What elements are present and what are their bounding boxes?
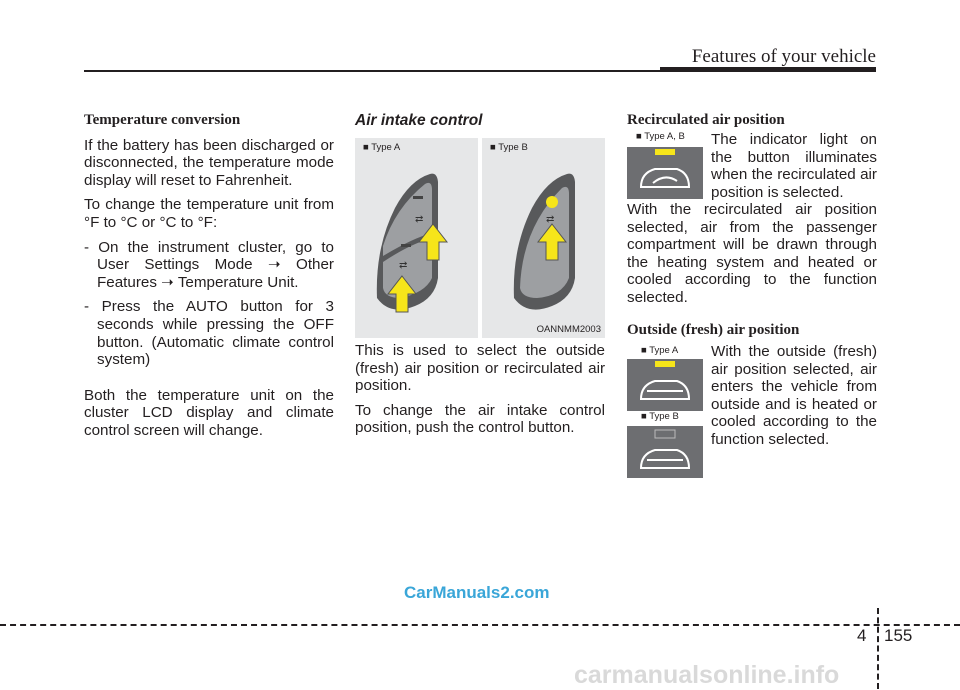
column-temperature (84, 112, 334, 447)
watermark-footer: carmanualsonline.info (574, 661, 840, 689)
fresh-heading: Outside (fresh) air position (627, 322, 800, 338)
fresh-button-icon-type-a (627, 359, 703, 411)
header-rule-thick (660, 67, 876, 72)
temperature-p3: Both the temperature unit on the cluster LCD display and climate control screen will change. (84, 386, 334, 439)
figure-panel-type-b (482, 138, 605, 338)
recirculated-body: With the recirculated air position selected, air from the passenger compartment will be drawn through the heating system and heated or cooled according to the function selected. (627, 201, 877, 306)
temperature-item2: - Press the AUTO button for 3 seconds while pressing the OFF button. (Automatic climate control system) (84, 298, 334, 369)
recirculated-heading: Recirculated air position (627, 112, 785, 128)
footer-vertical-rule (877, 608, 879, 689)
air-intake-p1: This is used to select the outside (fresh) air position or recirculated air position. (355, 342, 605, 395)
svg-text:⇄: ⇄ (399, 260, 408, 271)
recirculated-indicator-text: The indicator light on the button illuminates when the recirculated air position is selected. (711, 131, 877, 201)
air-intake-figure (355, 138, 605, 338)
air-intake-heading: Air intake control (355, 112, 483, 129)
control-button-type-b-illustration (482, 138, 605, 338)
air-intake-p2: To change the air intake control position, push the control button. (355, 401, 605, 437)
type-a-label: ■ Type A (641, 345, 679, 356)
header-title: Features of your vehicle (691, 46, 876, 67)
air-intake-body (355, 342, 605, 444)
page-number: 155 (884, 626, 913, 645)
watermark-link[interactable]: CarManuals2.com (404, 583, 550, 602)
page-section: 4 (857, 626, 867, 645)
temperature-item1: - On the instrument cluster, go to User Settings Mode ➝ Other Features ➝ Temperature Unit. (84, 238, 334, 291)
temperature-p1: If the battery has been discharged or disconnected, the temperature mode display will reset to Fahrenheit. (84, 136, 334, 189)
control-button-type-a-illustration (355, 138, 478, 338)
footer-dashed-rule (0, 624, 960, 626)
svg-text:⇄: ⇄ (546, 214, 555, 225)
fresh-air-car-icon (627, 359, 703, 411)
recirculated-button-icon (627, 147, 703, 199)
temperature-heading: Temperature conversion (84, 112, 241, 128)
figure-label-type-a: ■ Type A (363, 142, 401, 153)
recirculate-car-icon (627, 147, 703, 199)
fresh-air-car-icon-b (627, 426, 703, 478)
figure-label-type-b: ■ Type B (490, 142, 528, 153)
column-air-intake (355, 112, 605, 138)
fresh-text: With the outside (fresh) air position selected, air enters the vehicle from outside and is heated or cooled according to the function selected. (711, 343, 877, 448)
temperature-p2: To change the temperature unit from °F to °C or °C to °F: (84, 196, 334, 231)
figure-code: OANNMM2003 (536, 324, 601, 335)
fresh-button-icon-type-b (627, 426, 703, 478)
type-ab-label: ■ Type A, B (636, 131, 685, 142)
figure-panel-type-a (355, 138, 478, 338)
svg-text:⇄: ⇄ (415, 214, 424, 225)
type-b-label: ■ Type B (641, 411, 679, 422)
header-rule (84, 70, 660, 72)
